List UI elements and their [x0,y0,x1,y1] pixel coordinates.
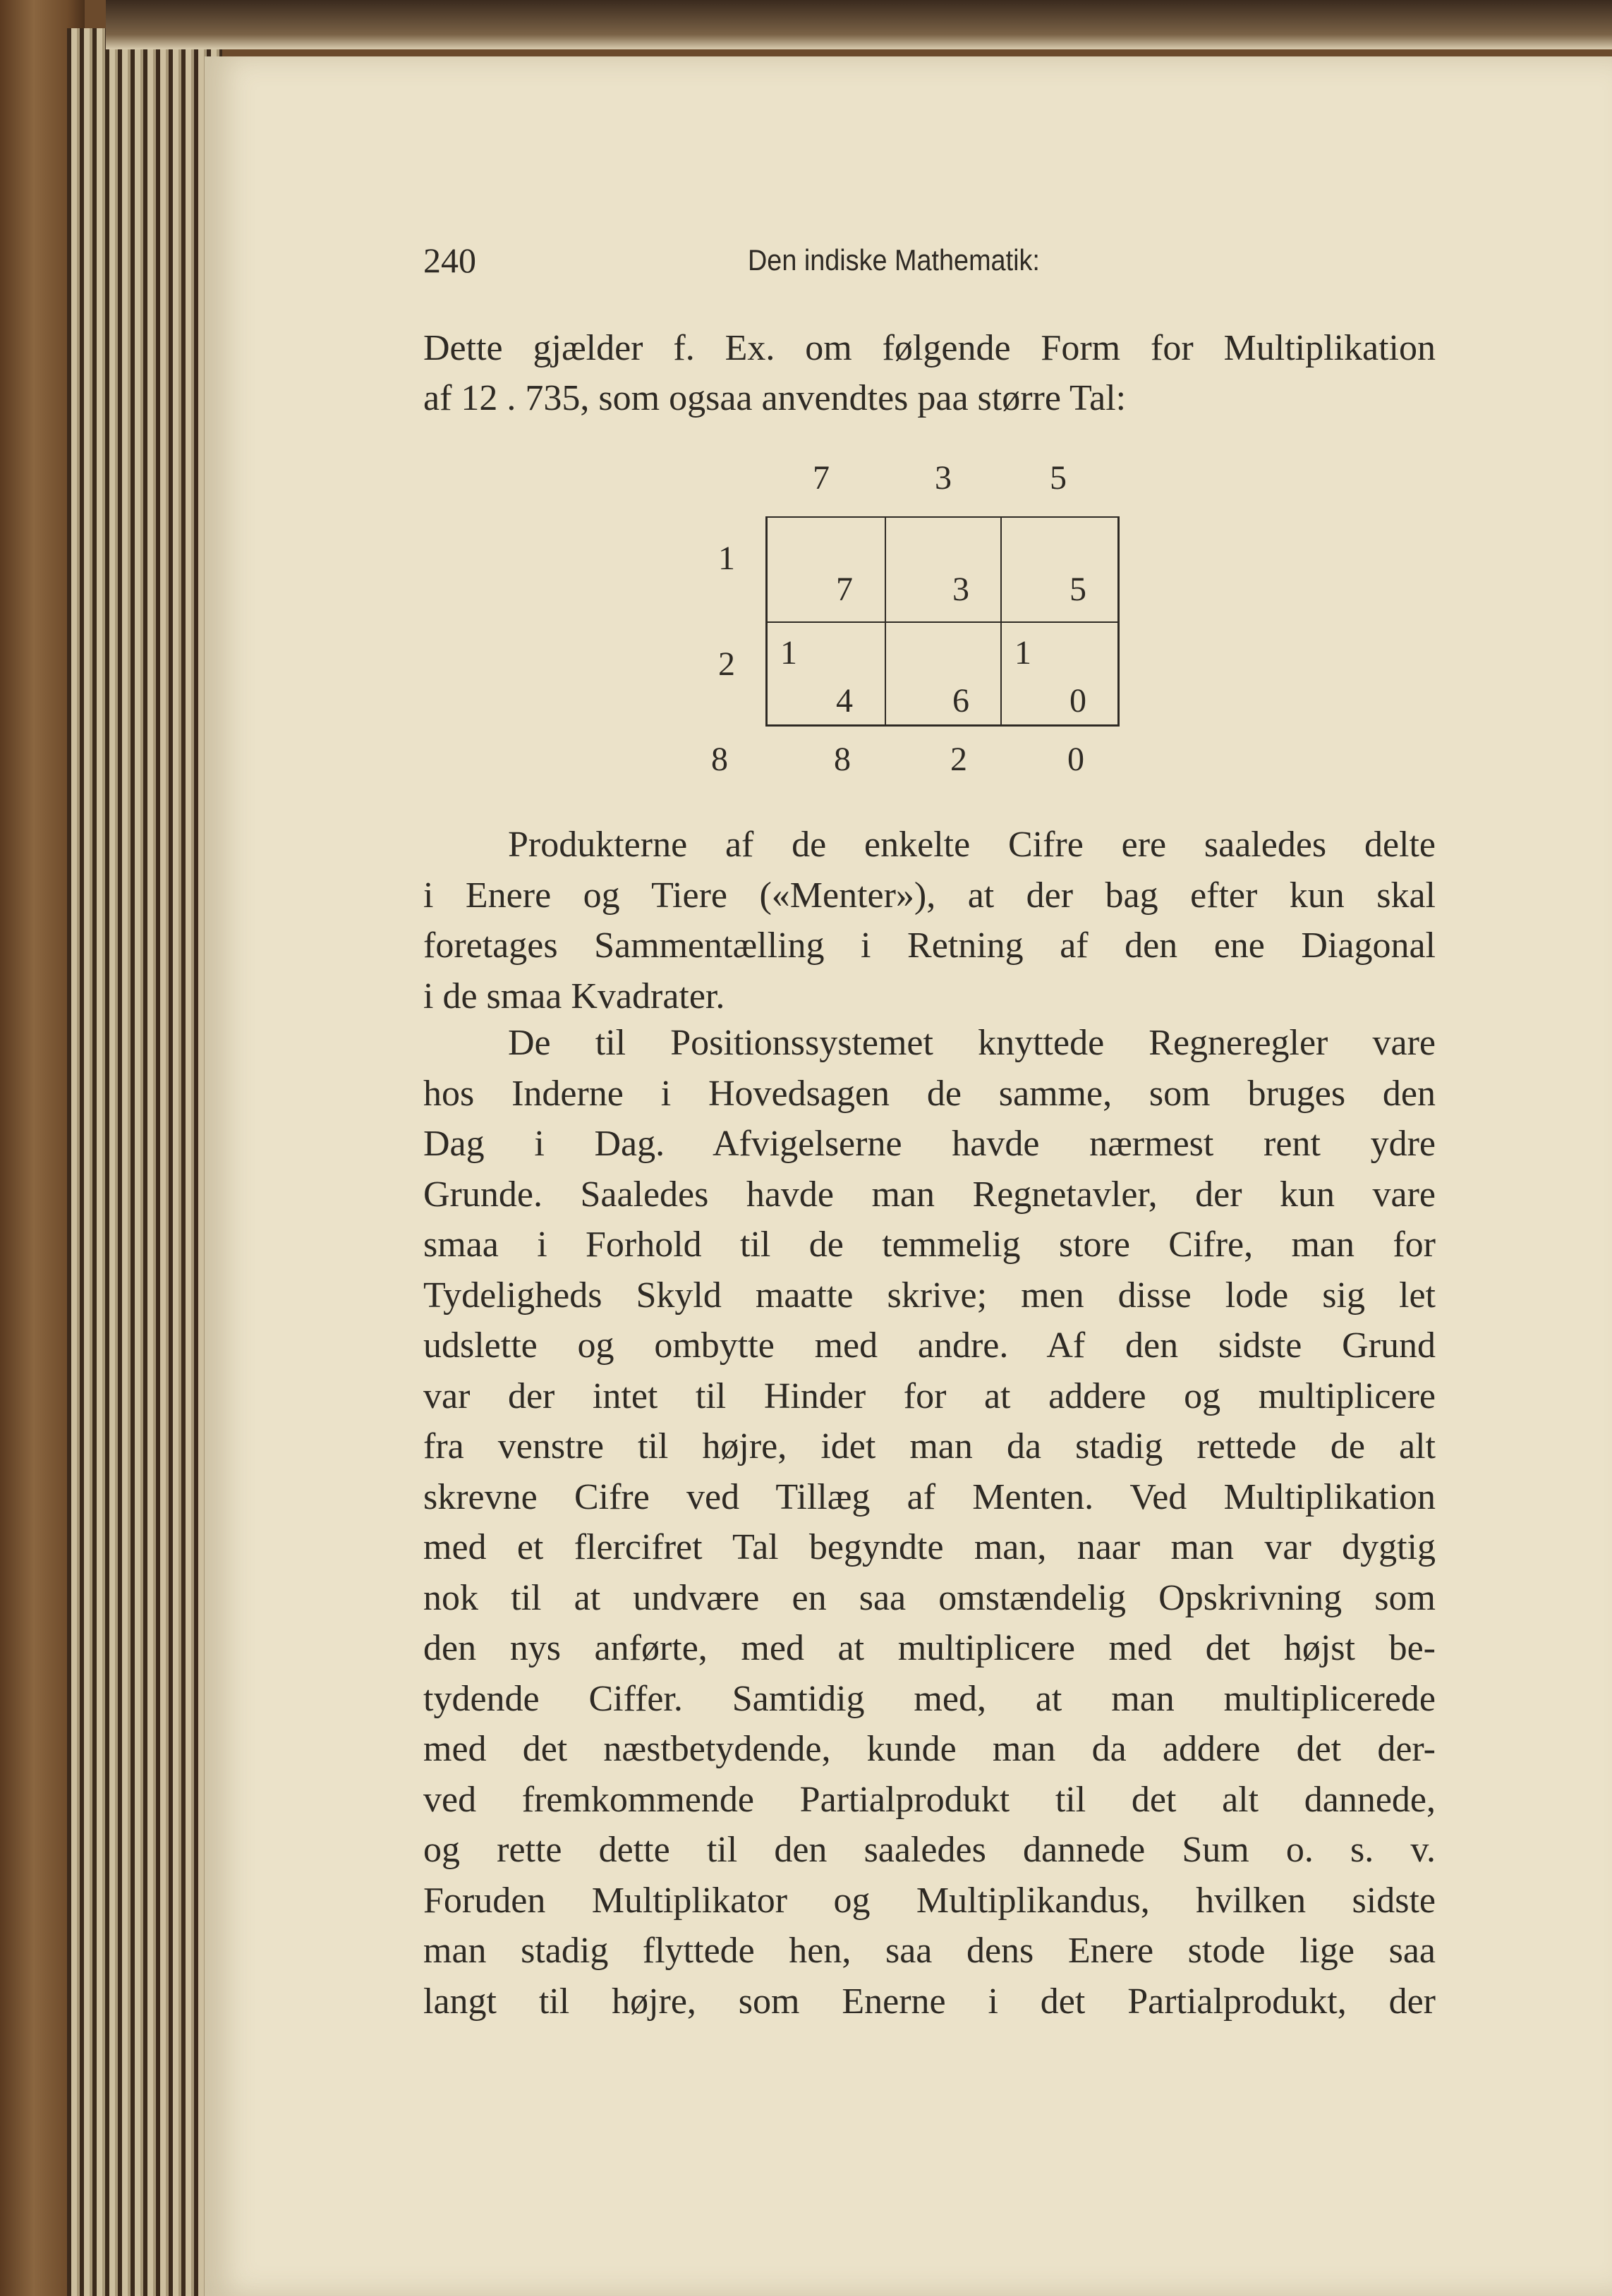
text-line: nok til at undvære en saa omstændelig Opskrivning som [423,1577,1436,1618]
text-line: hos Inderne i Hovedsagen de samme, som bruges den [423,1073,1436,1114]
multiplicand-digit: 7 [813,459,830,497]
intro-line: af 12 . 735, som ogsaa anvendtes paa større Tal: [423,378,1127,418]
text-line: ved fremkommende Partialprodukt til det alt dannede, [423,1779,1436,1820]
page-edges [67,28,222,2296]
text-line: De til Positionssystemet knyttede Regneregler vare [508,1023,1436,1063]
text-line: skrevne Cifre ved Tillæg af Menten. Ved Multiplikation [423,1476,1436,1517]
cell-digit: 5 [1069,571,1086,608]
product-digit: 8 [711,741,728,778]
multiplicand-digit: 3 [935,459,952,497]
text-line: Foruden Multiplikator og Multiplikandus, hvilken sidste [423,1880,1436,1921]
intro-line: Dette gjælder f. Ex. om følgende Form for Multiplikation [423,328,1436,368]
text-line: med et flercifret Tal begyndte man, naar man var dygtig [423,1527,1436,1567]
text-line: Grunde. Saaledes havde man Regnetavler, der kun vare [423,1174,1436,1215]
top-edge [106,0,1612,49]
text-line: fra venstre til højre, idet man da stadig rettede de alt [423,1426,1436,1466]
page-number: 240 [423,241,476,280]
grid-line [768,621,1117,623]
multiplier-digit: 2 [718,645,735,683]
lattice-grid [765,516,1120,727]
text-line: den nys anførte, med at multiplicere med det højst be- [423,1628,1436,1668]
cell-digit: 4 [836,682,853,719]
running-title: Den indiske Mathematik: [748,243,1040,277]
grid-line [885,518,886,724]
cell-digit: 6 [952,682,969,719]
text-line: Produkterne af de enkelte Cifre ere saaledes delte [508,825,1436,865]
text-line: langt til højre, som Enerne i det Partialprodukt, der [423,1981,1436,2022]
text-line: var der intet til Hinder for at addere og multiplicere [423,1375,1436,1416]
text-line: Dag i Dag. Afvigelserne havde nærmest rent ydre [423,1124,1436,1164]
grid-line [1000,518,1002,724]
text-line: foretages Sammentælling i Retning af den ene Diagonal [423,925,1436,966]
text-line: og rette dette til den saaledes dannede Sum o. s. v. [423,1830,1436,1870]
text-line: man stadig flyttede hen, saa dens Enere stode lige saa [423,1931,1436,1971]
text-line: i de smaa Kvadrater. [423,976,725,1016]
text-line: udslette og ombytte med andre. Af den sidste Grund [423,1325,1436,1366]
text-line: Tydeligheds Skyld maatte skrive; men disse lode sig let [423,1275,1436,1316]
text-line: med det næstbetydende, kunde man da addere det der- [423,1729,1436,1769]
product-digit: 0 [1067,741,1084,778]
text-line: smaa i Forhold til de temmelig store Cifre, man for [423,1225,1436,1265]
multiplier-digit: 1 [718,540,735,577]
cell-digit: 3 [952,571,969,608]
cell-digit: 0 [1069,682,1086,719]
text-line: i Enere og Tiere («Menter»), at der bag efter kun skal [423,875,1436,916]
cell-digit: 1 [1014,634,1031,672]
product-digit: 2 [950,741,967,778]
multiplicand-digit: 5 [1050,459,1067,497]
cell-digit: 7 [836,571,853,608]
product-digit: 8 [834,741,851,778]
text-line: tydende Ciffer. Samtidig med, at man multiplicerede [423,1678,1436,1719]
cell-digit: 1 [780,634,797,672]
